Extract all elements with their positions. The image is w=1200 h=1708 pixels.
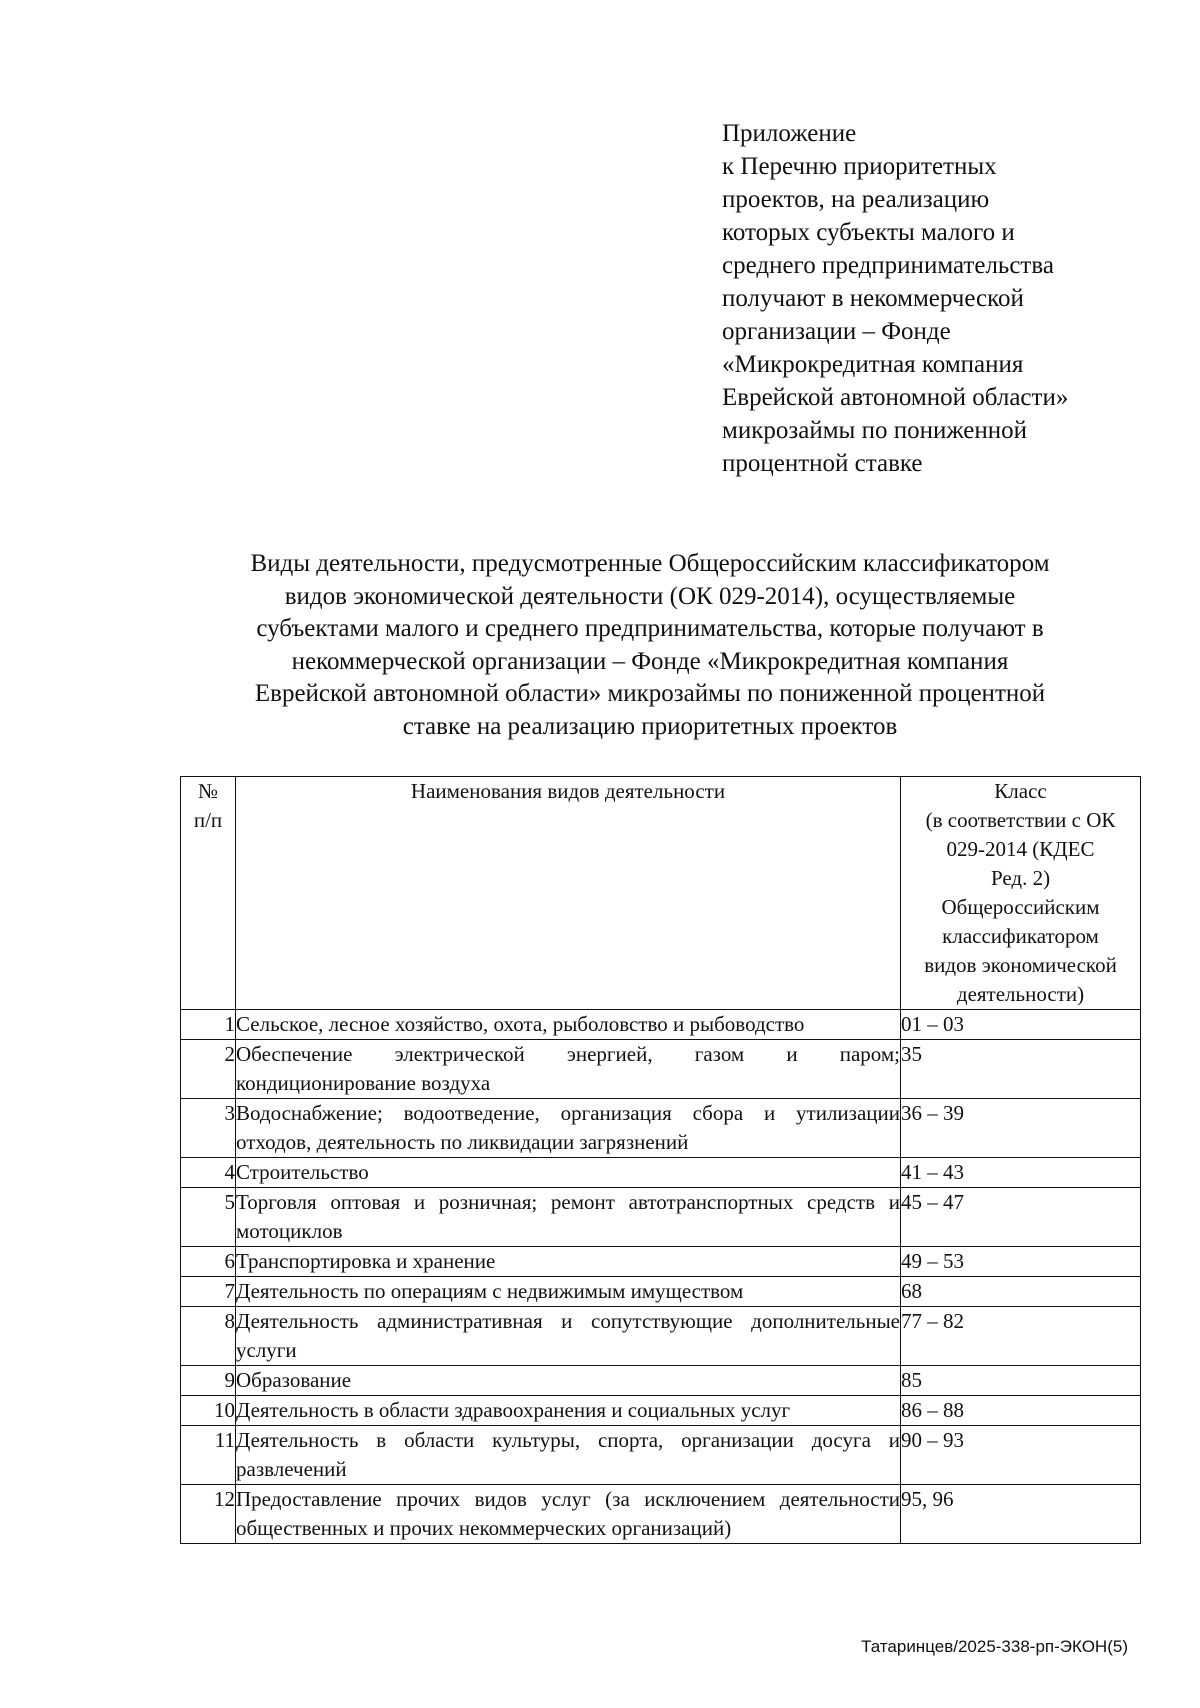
header-class-line: Класс — [994, 779, 1047, 803]
row-number: 4 — [181, 1158, 236, 1188]
appendix-line: процентной ставке — [722, 450, 923, 477]
appendix-line: получают в некоммерческой — [722, 285, 1024, 312]
activity-name: Обеспечение электрической энергией, газом и паром; кондиционирование воздуха — [236, 1040, 901, 1099]
table-header-row — [181, 777, 1141, 1010]
activity-class: 85 — [901, 1366, 1141, 1396]
table-row — [181, 1099, 1141, 1158]
row-number: 12 — [181, 1485, 236, 1544]
column-header-class — [901, 777, 1141, 1010]
document-reference-footer: Татаринцев/2025-338-рп-ЭКОН(5) — [861, 1637, 1128, 1656]
row-number: 7 — [181, 1277, 236, 1307]
title-line: Еврейской автономной области» микрозаймы по пониженной процентной — [254, 680, 1046, 707]
table-row — [181, 1010, 1141, 1040]
appendix-line: проектов, на реализацию — [722, 186, 990, 213]
table-row — [181, 1485, 1141, 1544]
activity-class: 36 – 39 — [901, 1099, 1141, 1158]
row-number: 5 — [181, 1188, 236, 1247]
header-class-line: классификатором — [942, 924, 1099, 948]
table-row — [181, 1307, 1141, 1366]
activity-name: Образование — [236, 1366, 901, 1396]
row-number: 10 — [181, 1396, 236, 1426]
row-number: 3 — [181, 1099, 236, 1158]
row-number: 8 — [181, 1307, 236, 1366]
activity-class: 45 – 47 — [901, 1188, 1141, 1247]
table-row — [181, 1247, 1141, 1277]
table-row — [181, 1040, 1141, 1099]
header-class-line: 029-2014 (КДЕС — [946, 837, 1095, 861]
header-class-line: видов экономической — [924, 953, 1117, 977]
title-line: ставке на реализацию приоритетных проектов — [402, 712, 898, 740]
activity-name: Деятельность административная и сопутствующие дополнительные услуги — [236, 1307, 901, 1366]
activity-class: 86 – 88 — [901, 1396, 1141, 1426]
activity-name: Предоставление прочих видов услуг (за исключением деятельности общественных и прочих некоммерческих организаций) — [236, 1485, 901, 1544]
activity-name: Торговля оптовая и розничная; ремонт автотранспортных средств и мотоциклов — [236, 1188, 901, 1247]
appendix-header — [722, 117, 1162, 480]
activity-class: 35 — [901, 1040, 1141, 1099]
header-class-line: деятельности) — [956, 982, 1085, 1006]
appendix-line: организации – Фонде — [722, 318, 951, 345]
column-header-number — [181, 777, 236, 1010]
document-title — [150, 548, 1150, 743]
title-line: субъектами малого и среднего предпринимательства, которые получают в — [256, 615, 1044, 642]
table-row — [181, 1366, 1141, 1396]
activity-class: 95, 96 — [901, 1485, 1141, 1544]
table-row — [181, 1277, 1141, 1307]
activity-name: Транспортировка и хранение — [236, 1247, 901, 1277]
activity-name: Деятельность в области здравоохранения и социальных услуг — [236, 1396, 901, 1426]
title-line: видов экономической деятельности (ОК 029-2014), осуществляемые — [284, 582, 1016, 610]
row-number: 1 — [181, 1010, 236, 1040]
appendix-line: «Микрокредитная компания — [722, 351, 1024, 378]
header-class-line: Ред. 2) — [990, 866, 1051, 890]
row-number: 2 — [181, 1040, 236, 1099]
row-number: 11 — [181, 1426, 236, 1485]
activity-class: 49 – 53 — [901, 1247, 1141, 1277]
appendix-line: микрозаймы по пониженной — [722, 417, 1028, 444]
header-class-line: (в соответствии с ОК — [925, 808, 1116, 832]
table-row — [181, 1188, 1141, 1247]
activity-name: Деятельность в области культуры, спорта, организации досуга и развлечений — [236, 1426, 901, 1485]
activity-class: 77 – 82 — [901, 1307, 1141, 1366]
header-number-symbol: № — [197, 779, 219, 803]
activities-table — [180, 776, 1141, 1544]
appendix-line: среднего предпринимательства — [722, 252, 1054, 279]
activity-name: Деятельность по операциям с недвижимым имуществом — [236, 1277, 901, 1307]
activity-class: 68 — [901, 1277, 1141, 1307]
activity-name: Сельское, лесное хозяйство, охота, рыболовство и рыбоводство — [236, 1010, 901, 1040]
appendix-line: Еврейской автономной области» — [722, 384, 1069, 411]
header-number-abbr: п/п — [193, 808, 223, 832]
appendix-line: которых субъекты малого и — [722, 219, 1015, 246]
title-line: некоммерческой организации – Фонде «Микрокредитная компания — [291, 647, 1009, 675]
activity-class: 01 – 03 — [901, 1010, 1141, 1040]
title-line: Виды деятельности, предусмотренные Общероссийским классификатором — [250, 550, 1050, 577]
column-header-activity-name: Наименования видов деятельности — [236, 777, 901, 1010]
activity-class: 90 – 93 — [901, 1426, 1141, 1485]
activity-class: 41 – 43 — [901, 1158, 1141, 1188]
appendix-line: к Перечню приоритетных — [722, 153, 997, 180]
table-row — [181, 1396, 1141, 1426]
table-row — [181, 1426, 1141, 1485]
activity-name: Строительство — [236, 1158, 901, 1188]
appendix-line: Приложение — [722, 120, 857, 147]
header-class-line: Общероссийским — [941, 895, 1100, 919]
row-number: 6 — [181, 1247, 236, 1277]
activity-name: Водоснабжение; водоотведение, организация сбора и утилизации отходов, деятельность по ликвидации загрязнений — [236, 1099, 901, 1158]
table-row — [181, 1158, 1141, 1188]
row-number: 9 — [181, 1366, 236, 1396]
